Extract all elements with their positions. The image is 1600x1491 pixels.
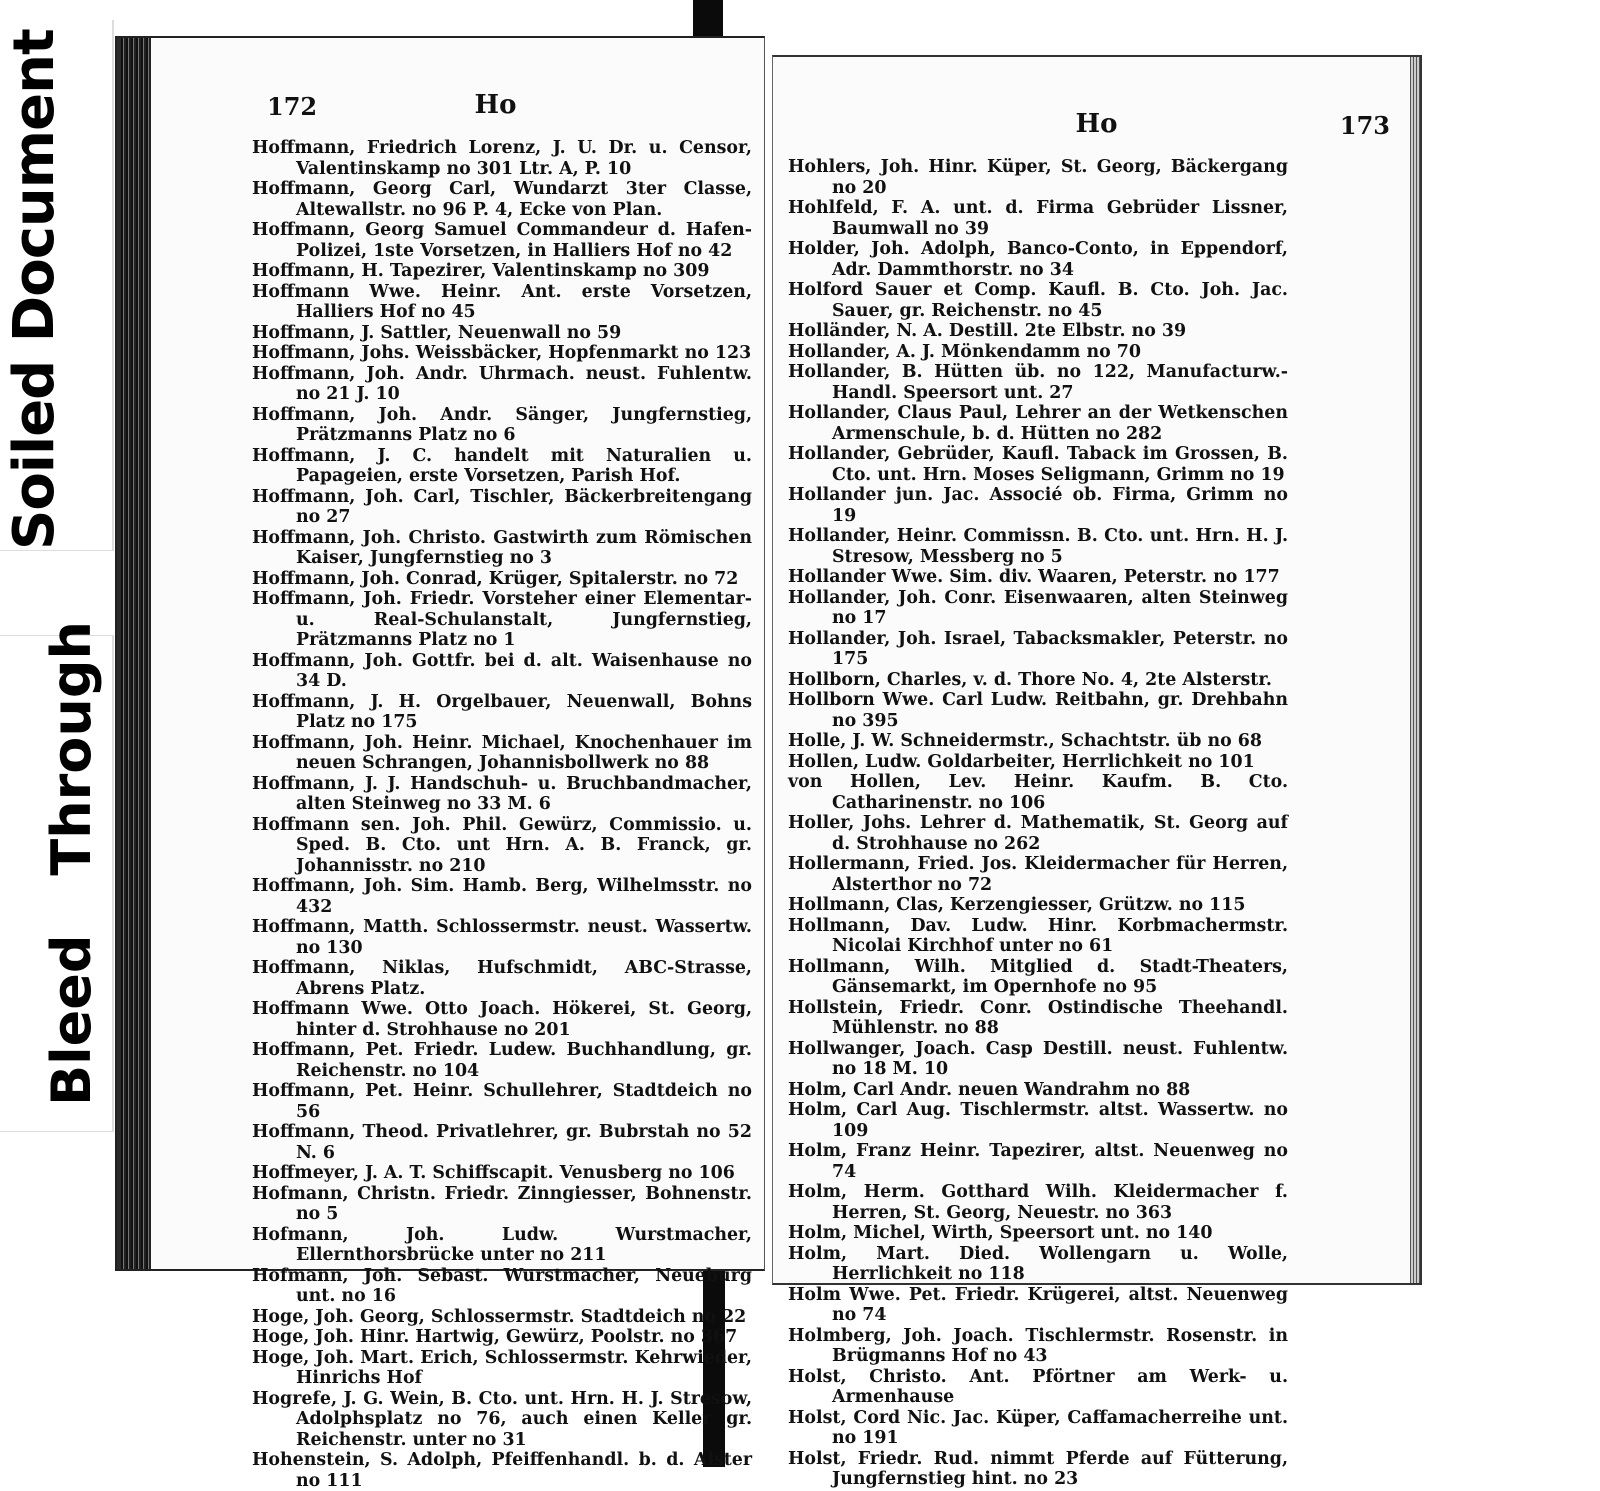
directory-entry: Hollermann, Fried. Jos. Kleidermacher für Herren, Alsterthor no 72 bbox=[788, 854, 1288, 895]
left-running-head: Ho bbox=[474, 90, 517, 120]
directory-entry: Hoge, Joh. Georg, Schlossermstr. Stadtdeich no 22 bbox=[252, 1306, 747, 1327]
directory-entry: Hoffmann, Joh. Conrad, Krüger, Spitalerstr. no 72 bbox=[252, 568, 739, 589]
directory-entry: Holm, Michel, Wirth, Speersort unt. no 140 bbox=[788, 1223, 1213, 1243]
directory-entry: Hoffmann, H. Tapezirer, Valentinskamp no 309 bbox=[252, 261, 710, 281]
directory-entry: Hollborn Wwe. Carl Ludw. Reitbahn, gr. Drehbahn no 395 bbox=[788, 690, 1288, 731]
directory-entry: Hoge, Joh. Mart. Erich, Schlossermstr. Kehrwieder, Hinrichs Hof bbox=[252, 1347, 752, 1388]
directory-entry: Hofmann, Joh. Ludw. Wurstmacher, Ellernthorsbrücke unter no 211 bbox=[252, 1224, 752, 1265]
directory-entry: Hohlfeld, F. A. unt. d. Firma Gebrüder Lissner, Baumwall no 39 bbox=[788, 198, 1288, 239]
right-directory-entries bbox=[788, 157, 1288, 1490]
directory-entry: Hoffmann, Joh. Sim. Hamb. Berg, Wilhelmsstr. no 432 bbox=[252, 876, 752, 917]
right-page-number: 173 bbox=[1339, 111, 1390, 140]
directory-entry: Hoffmann, Joh. Heinr. Michael, Knochenhauer im neuen Schrangen, Johannisbollwerk no 88 bbox=[252, 732, 752, 773]
directory-entry: Holford Sauer et Comp. Kaufl. B. Cto. Joh. Jac. Sauer, gr. Reichenstr. no 45 bbox=[788, 280, 1288, 321]
directory-entry: Hollen, Ludw. Goldarbeiter, Herrlichkeit no 101 bbox=[788, 751, 1255, 772]
directory-entry: Hoffmann, Joh. Andr. Sänger, Jungfernstieg, Prätzmanns Platz no 6 bbox=[252, 404, 752, 445]
directory-entry: Hollander, Claus Paul, Lehrer an der Wetkenschen Armenschule, b. d. Hütten no 282 bbox=[788, 403, 1288, 444]
left-page-number: 172 bbox=[267, 92, 318, 121]
soiled-document-label: Soiled Document bbox=[2, 29, 67, 550]
directory-entry: Holm, Mart. Died. Wollengarn u. Wolle, Herrlichkeit no 118 bbox=[788, 1243, 1288, 1284]
directory-entry: Hoffmann, Joh. Gottfr. bei d. alt. Waisenhause no 34 D. bbox=[252, 650, 752, 691]
directory-entry: Hoffmann, Theod. Privatlehrer, gr. Bubrstah no 52 N. 6 bbox=[252, 1122, 752, 1163]
bleed-through-tab bbox=[0, 621, 114, 1132]
directory-entry: Holle, J. W. Schneidermstr., Schachtstr. üb no 68 bbox=[788, 731, 1262, 751]
directory-entry: Hoffmann Wwe. Heinr. Ant. erste Vorsetzen, Halliers Hof no 45 bbox=[252, 281, 752, 322]
directory-entry: Hoffmeyer, J. A. T. Schiffscapit. Venusberg no 106 bbox=[252, 1163, 735, 1183]
directory-entry: Hoffmann, Matth. Schlossermstr. neust. Wassertw. no 130 bbox=[252, 917, 752, 958]
directory-entry: Hoffmann, J. Sattler, Neuenwall no 59 bbox=[252, 322, 622, 343]
directory-entry: Hollander, Joh. Israel, Tabacksmakler, Peterstr. no 175 bbox=[788, 628, 1288, 669]
directory-entry: Hoffmann, Friedrich Lorenz, J. U. Dr. u. Censor, Valentinskamp no 301 Ltr. A, P. 10 bbox=[252, 138, 752, 179]
directory-entry: Hoffmann, Georg Samuel Commandeur d. Hafen-Polizei, 1ste Vorsetzen, in Halliers Hof no 42 bbox=[252, 220, 752, 261]
directory-entry: Holst, Christo. Ant. Pförtner am Werk- u. Armenhause bbox=[788, 1366, 1288, 1407]
directory-entry: Holmberg, Joh. Joach. Tischlermstr. Rosenstr. in Brügmanns Hof no 43 bbox=[788, 1325, 1288, 1366]
directory-entry: Hoffmann Wwe. Otto Joach. Hökerei, St. Georg, hinter d. Strohhause no 201 bbox=[252, 999, 752, 1040]
directory-entry: Hofmann, Joh. Sebast. Wurstmacher, Neueburg unt. no 16 bbox=[252, 1265, 752, 1306]
directory-entry: Hoffmann, Joh. Carl, Tischler, Bäckerbreitengang no 27 bbox=[252, 486, 752, 527]
left-directory-entries bbox=[252, 138, 752, 1491]
directory-entry: Hoffmann, J. H. Orgelbauer, Neuenwall, Bohns Platz no 175 bbox=[252, 691, 752, 732]
directory-entry: Hollander, Heinr. Commissn. B. Cto. unt. Hrn. H. J. Stresow, Messberg no 5 bbox=[788, 526, 1288, 567]
directory-entry: Hollmann, Clas, Kerzengiesser, Grützw. no 115 bbox=[788, 895, 1246, 915]
directory-entry: Hollstein, Friedr. Conr. Ostindische Theehandl. Mühlenstr. no 88 bbox=[788, 997, 1288, 1038]
directory-entry: Hoffmann, Johs. Weissbäcker, Hopfenmarkt no 123 bbox=[252, 343, 752, 363]
directory-entry: Hoffmann, J. C. handelt mit Naturalien u. Papageien, erste Vorsetzen, Parish Hof. bbox=[252, 445, 752, 486]
directory-entry: Hoffmann, Joh. Christo. Gastwirth zum Römischen Kaiser, Jungfernstieg no 3 bbox=[252, 527, 752, 568]
directory-entry: von Hollen, Lev. Heinr. Kaufm. B. Cto. Catharinenstr. no 106 bbox=[788, 772, 1288, 813]
directory-entry: Holm Wwe. Pet. Friedr. Krügerei, altst. Neuenweg no 74 bbox=[788, 1284, 1288, 1325]
directory-entry: Holst, Cord Nic. Jac. Küper, Caffamacherreihe unt. no 191 bbox=[788, 1407, 1288, 1448]
directory-entry: Hoffmann, Pet. Friedr. Ludew. Buchhandlung, gr. Reichenstr. no 104 bbox=[252, 1040, 752, 1081]
directory-entry: Holst, Friedr. Rud. nimmt Pferde auf Fütterung, Jungfernstieg hint. no 23 bbox=[788, 1448, 1288, 1489]
directory-entry: Hoffmann sen. Joh. Phil. Gewürz, Commissio. u. Sped. B. Cto. unt Hrn. A. B. Franck, gr. Johannisstr. no 210 bbox=[252, 814, 752, 876]
directory-entry: Hoge, Joh. Hinr. Hartwig, Gewürz, Poolstr. no 367 bbox=[252, 1327, 738, 1347]
directory-entry: Hohenstein, S. Adolph, Pfeiffenhandl. b. d. Alster no 111 bbox=[252, 1450, 752, 1491]
directory-entry: Holm, Franz Heinr. Tapezirer, altst. Neuenweg no 74 bbox=[788, 1141, 1288, 1182]
directory-entry: Hollander, Gebrüder, Kaufl. Taback im Grossen, B. Cto. unt. Hrn. Moses Seligmann, Grimm no 19 bbox=[788, 444, 1288, 485]
directory-entry: Hollmann, Dav. Ludw. Hinr. Korbmachermstr. Nicolai Kirchhof unter no 61 bbox=[788, 915, 1288, 956]
right-page-header bbox=[803, 109, 1390, 149]
directory-entry: Holm, Herm. Gotthard Wilh. Kleidermacher f. Herren, St. Georg, Neuestr. no 363 bbox=[788, 1182, 1288, 1223]
directory-entry: Holländer, N. A. Destill. 2te Elbstr. no 39 bbox=[788, 321, 1187, 341]
directory-entry: Hollander, Joh. Conr. Eisenwaaren, alten Steinweg no 17 bbox=[788, 587, 1288, 628]
directory-entry: Hohlers, Joh. Hinr. Küper, St. Georg, Bäckergang no 20 bbox=[788, 157, 1288, 198]
directory-entry: Hoffmann, Joh. Andr. Uhrmach. neust. Fuhlentw. no 21 J. 10 bbox=[252, 363, 752, 404]
directory-entry: Holder, Joh. Adolph, Banco-Conto, in Eppendorf, Adr. Dammthorstr. no 34 bbox=[788, 239, 1288, 280]
directory-entry: Hollborn, Charles, v. d. Thore No. 4, 2te Alsterstr. bbox=[788, 669, 1272, 690]
directory-entry: Hollmann, Wilh. Mitglied d. Stadt-Theaters, Gänsemarkt, im Opernhofe no 95 bbox=[788, 956, 1288, 997]
directory-entry: Holler, Johs. Lehrer d. Mathematik, St. Georg auf d. Strohhause no 262 bbox=[788, 813, 1288, 854]
right-page bbox=[772, 55, 1422, 1489]
left-page bbox=[115, 36, 765, 1491]
directory-entry: Hollander Wwe. Sim. div. Waaren, Peterstr. no 177 bbox=[788, 567, 1280, 587]
soiled-document-tab bbox=[0, 20, 114, 551]
directory-entry: Hollander, B. Hütten üb. no 122, Manufacturw.-Handl. Speersort unt. 27 bbox=[788, 362, 1288, 403]
bleed-through-label: Bleed Through bbox=[40, 621, 103, 1106]
right-running-head: Ho bbox=[1075, 109, 1118, 139]
directory-entry: Hollander, A. J. Mönkendamm no 70 bbox=[788, 341, 1142, 362]
directory-entry: Holm, Carl Aug. Tischlermstr. altst. Wassertw. no 109 bbox=[788, 1100, 1288, 1141]
directory-entry: Hollander jun. Jac. Associé ob. Firma, Grimm no 19 bbox=[788, 485, 1288, 526]
directory-entry: Hoffmann, Pet. Heinr. Schullehrer, Stadtdeich no 56 bbox=[252, 1081, 752, 1122]
directory-entry: Hoffmann, Georg Carl, Wundarzt 3ter Classe, Altewallstr. no 96 P. 4, Ecke von Plan. bbox=[252, 179, 752, 220]
directory-entry: Hofmann, Christn. Friedr. Zinngiesser, Bohnenstr. no 5 bbox=[252, 1183, 752, 1224]
left-page-header bbox=[267, 90, 724, 130]
directory-entry: Hoffmann, Joh. Friedr. Vorsteher einer Elementar- u. Real-Schulanstalt, Jungfernstieg, Prätzmanns Platz no 1 bbox=[252, 589, 752, 650]
directory-entry: Hoffmann, Niklas, Hufschmidt, ABC-Strasse, Abrens Platz. bbox=[252, 958, 752, 999]
directory-entry: Hollwanger, Joach. Casp Destill. neust. Fuhlentw. no 18 M. 10 bbox=[788, 1038, 1288, 1079]
directory-entry: Holm, Carl Andr. neuen Wandrahm no 88 bbox=[788, 1079, 1191, 1100]
directory-entry: Hogrefe, J. G. Wein, B. Cto. unt. Hrn. H. J. Stresow, Adolphsplatz no 76, auch einen Keller gr. Reichenstr. unter no 31 bbox=[252, 1388, 752, 1450]
directory-entry: Hoffmann, J. J. Handschuh- u. Bruchbandmacher, alten Steinweg no 33 M. 6 bbox=[252, 773, 752, 814]
